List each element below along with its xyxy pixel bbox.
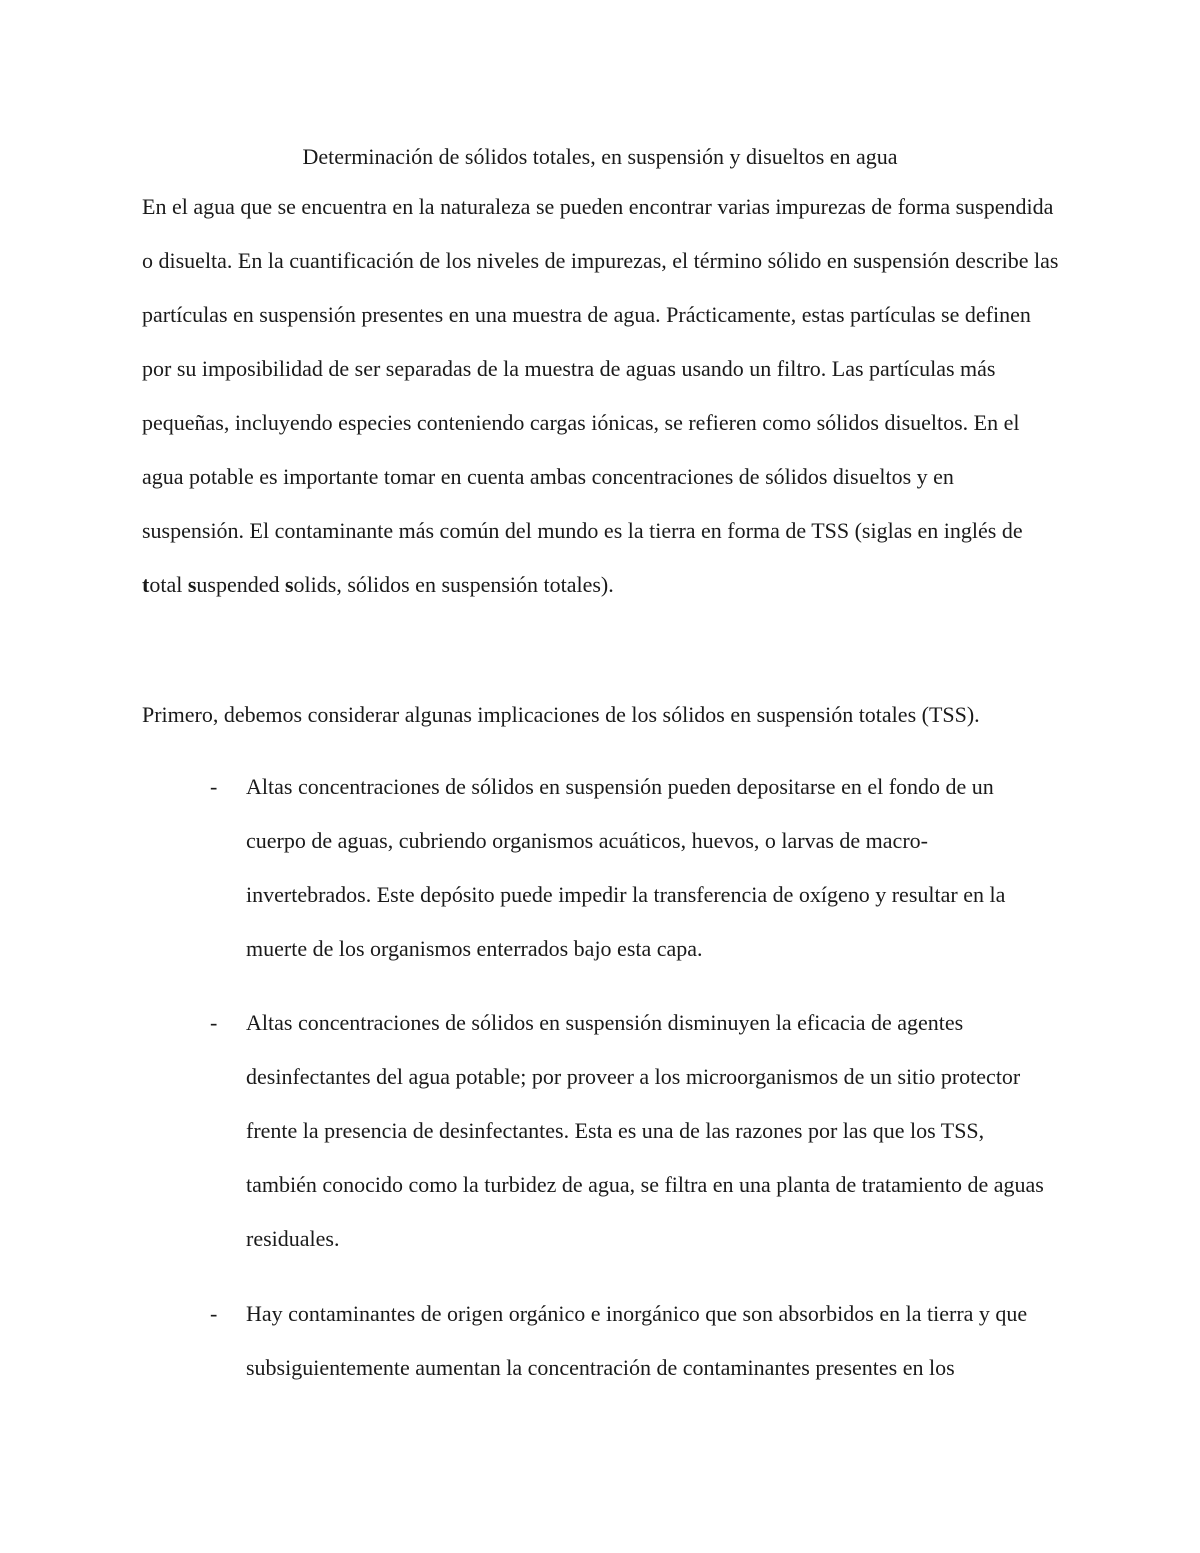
acronym-letter-s2: s [284, 572, 294, 597]
document-title: Determinación de sólidos totales, en suspensión y disueltos en agua [302, 144, 898, 169]
acronym-letter-s1: s [187, 572, 197, 597]
implications-intro-paragraph: Primero, debemos considerar algunas implicaciones de los sólidos en suspensión totales (TSS). [142, 702, 980, 727]
list-item [210, 1287, 1060, 1395]
list-item-text: Altas concentraciones de sólidos en suspensión disminuyen la eficacia de agentes desinfectantes del agua potable; por proveer a los microorganismos de un sitio protector frente la presencia de desinfectantes. Esta es una de las razones por las que los TSS, también conocido como la turbidez de agua, se filtra en una planta de tratamiento de aguas residuales. [246, 1010, 1044, 1251]
intro-paragraph-text: En el agua que se encuentra en la naturaleza se pueden encontrar varias impurezas de forma suspendida o disuelta. En la cuantificación de los niveles de impurezas, el término sólido en suspensión describe las partículas en suspensión presentes en una muestra de agua. Prácticamente, estas partículas se definen por su imposibilidad de ser separadas de la muestra de aguas usando un filtro. Las partículas más pequeñas, incluyendo especies conteniendo cargas iónicas, se refieren como sólidos disueltos. En el agua potable es importante tomar en cuenta ambas concentraciones de sólidos disueltos y en suspensión. El contaminante más común del mundo es la tierra en forma de TSS (siglas en inglés de [142, 194, 1059, 543]
list-item-text: Altas concentraciones de sólidos en suspensión pueden depositarse en el fondo de un cuerpo de aguas, cubriendo organismos acuáticos, huevos, o larvas de macro-invertebrados. Este depósito puede impedir la transferencia de oxígeno y resultar en la muerte de los organismos enterrados bajo esta capa. [246, 774, 1006, 961]
list-item-text: Hay contaminantes de origen orgánico e inorgánico que son absorbidos en la tierra y que subsiguientemente aumentan la concentración de contaminantes presentes en los [246, 1301, 1028, 1380]
acronym-word-otal: otal [149, 572, 188, 597]
acronym-letter-t: t [142, 572, 150, 597]
list-item [210, 760, 1060, 976]
list-item [210, 996, 1060, 1266]
acronym-word-uspended: uspended [196, 572, 285, 597]
bullet-dash: - [210, 1010, 218, 1035]
intro-paragraph [142, 180, 1060, 612]
bullet-dash: - [210, 774, 218, 799]
bullet-dash: - [210, 1301, 218, 1326]
intro-paragraph-end: olids, sólidos en suspensión totales). [293, 572, 614, 597]
